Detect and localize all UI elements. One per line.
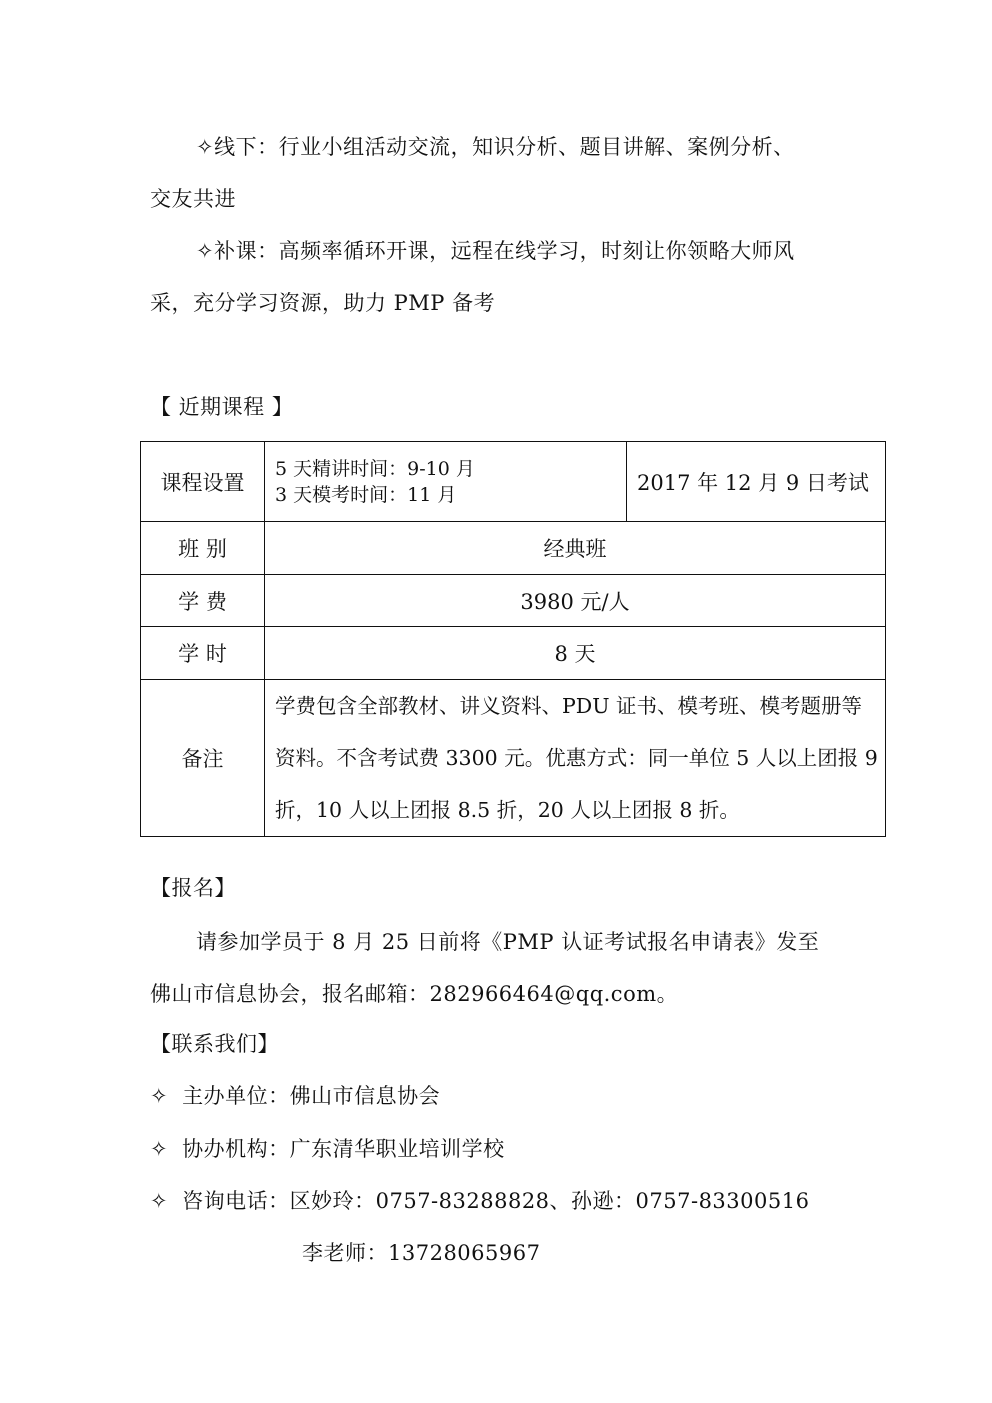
signup-heading: 【报名】 — [150, 876, 236, 900]
course-table — [140, 441, 886, 837]
offline-text-1: 线下：行业小组活动交流，知识分析、题目讲解、案例分析、 — [214, 135, 795, 159]
phone-line — [150, 1187, 809, 1215]
remarks-value: 学费包含全部教材、讲义资料、PDU 证书、模考班、模考题册等资料。不含考试费 3300 元。优惠方式：同一单位 5 人以上团报 9 折，10 人以上团报 8.5 折，20 人以上团报 8 折。 — [265, 680, 886, 837]
organizer-line — [150, 1082, 440, 1110]
recent-courses-heading: 【 近期课程 】 — [150, 395, 294, 419]
remarks-label: 备注 — [141, 680, 265, 837]
class-type-label: 班 别 — [141, 522, 265, 575]
offline-line-2: 交友共进 — [150, 187, 236, 211]
duration-value: 8 天 — [265, 627, 886, 680]
star-bullet-icon: ✧ — [196, 135, 215, 159]
makeup-text-1: 补课：高频率循环开课，远程在线学习，时刻让你领略大师风 — [214, 239, 795, 263]
organizer-text: 主办单位：佛山市信息协会 — [182, 1084, 441, 1108]
phone-text: 咨询电话：区妙玲：0757-83288828、孙逊：0757-83300516 — [182, 1189, 810, 1213]
tuition-label: 学 费 — [141, 575, 265, 627]
table-row — [141, 442, 886, 522]
coorganizer-text: 协办机构：广东清华职业培训学校 — [182, 1137, 505, 1161]
table-row — [141, 575, 886, 627]
table-row — [141, 627, 886, 680]
duration-label: 学 时 — [141, 627, 265, 680]
makeup-line-1 — [196, 237, 795, 265]
mock-time: 3 天模考时间：11 月 — [275, 483, 457, 506]
coorganizer-line — [150, 1135, 505, 1163]
class-type-value: 经典班 — [265, 522, 886, 575]
course-times-cell — [265, 442, 627, 522]
table-row — [141, 522, 886, 575]
contact-heading: 【联系我们】 — [150, 1032, 279, 1056]
makeup-line-2: 采，充分学习资源，助力 PMP 备考 — [150, 291, 496, 315]
course-setting-label: 课程设置 — [141, 442, 265, 522]
star-bullet-icon: ✧ — [150, 1137, 169, 1161]
tuition-value: 3980 元/人 — [265, 575, 886, 627]
table-row — [141, 680, 886, 837]
phone-line-2: 李老师：13728065967 — [302, 1241, 541, 1265]
exam-date-cell: 2017 年 12 月 9 日考试 — [627, 442, 886, 522]
intensive-time: 5 天精讲时间：9-10 月 — [275, 457, 475, 480]
offline-line-1 — [196, 133, 795, 161]
signup-line-2: 佛山市信息协会，报名邮箱：282966464@qq.com。 — [150, 982, 679, 1006]
star-bullet-icon: ✧ — [150, 1084, 169, 1108]
star-bullet-icon: ✧ — [196, 239, 215, 263]
star-bullet-icon: ✧ — [150, 1189, 169, 1213]
signup-line-1: 请参加学员于 8 月 25 日前将《PMP 认证考试报名申请表》发至 — [196, 930, 820, 954]
